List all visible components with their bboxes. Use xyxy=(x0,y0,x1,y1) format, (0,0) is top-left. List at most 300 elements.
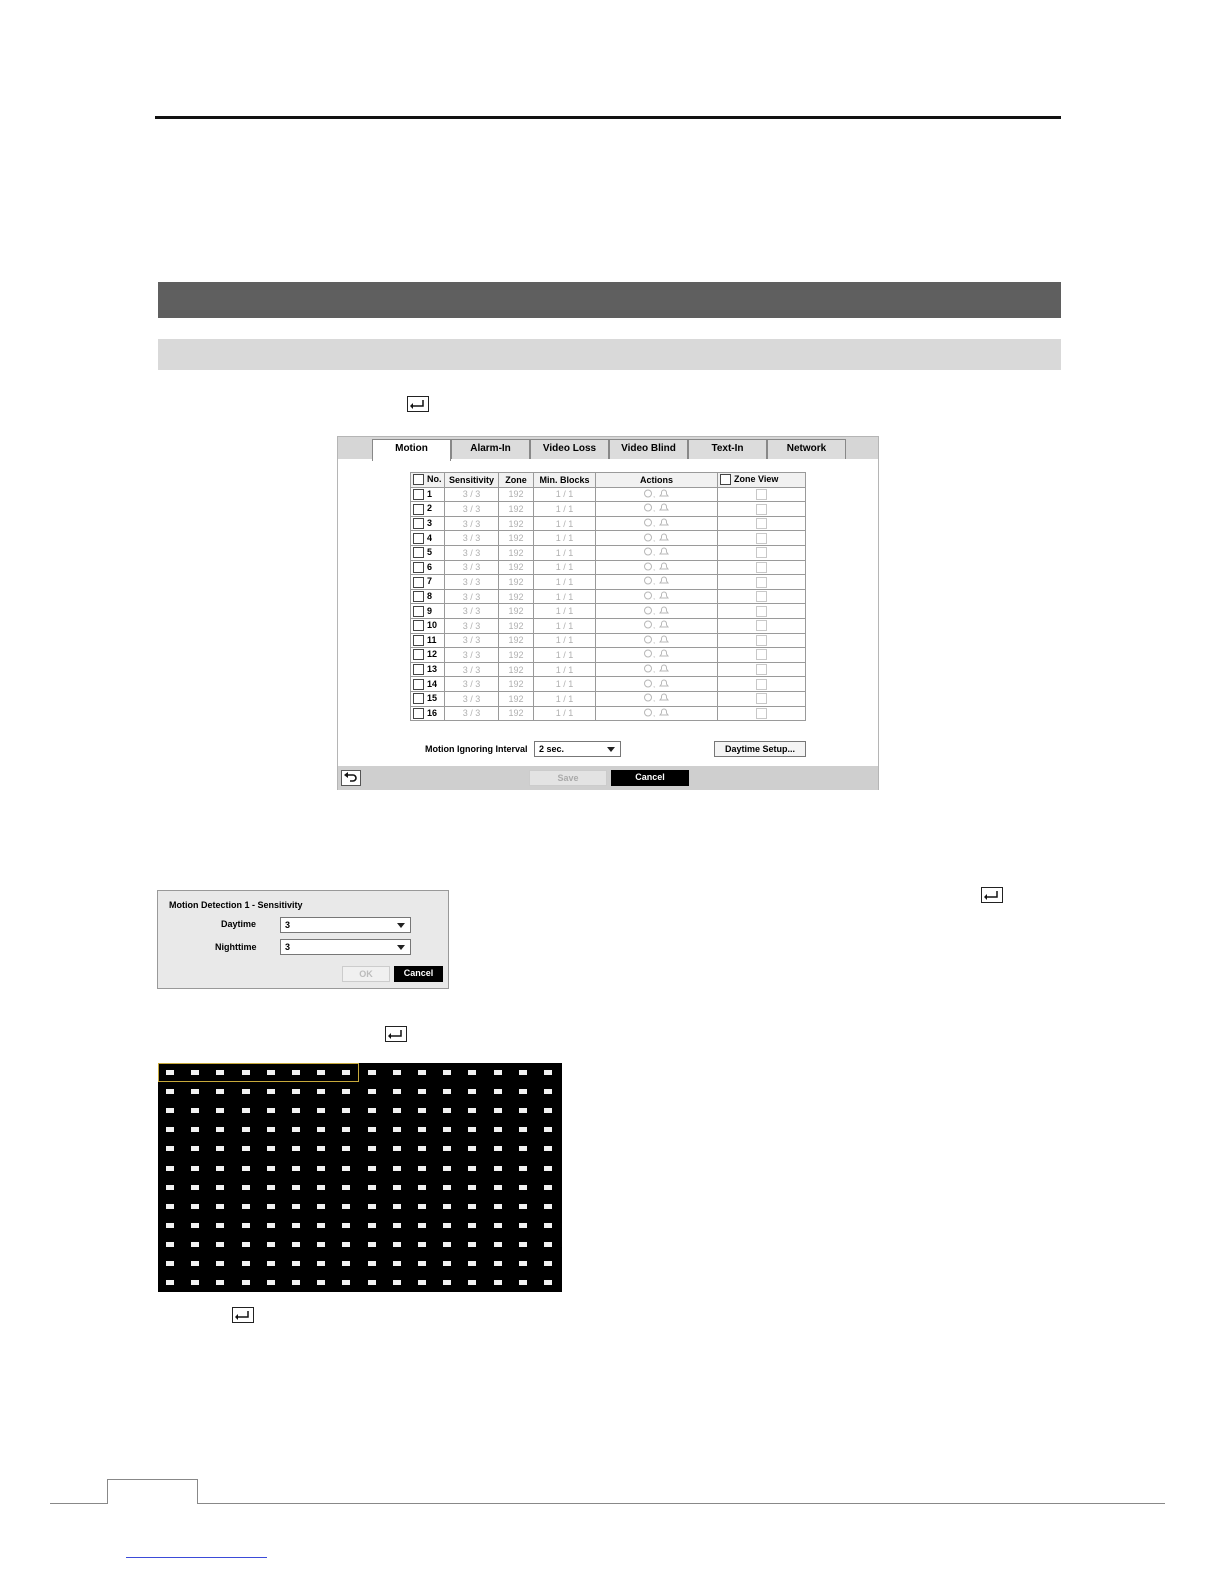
zone-block[interactable] xyxy=(494,1108,502,1113)
zone-block[interactable] xyxy=(393,1185,401,1190)
actions-cell[interactable] xyxy=(596,677,718,692)
zone-cell[interactable]: 192 xyxy=(499,633,534,648)
min-blocks-cell[interactable]: 1 / 1 xyxy=(534,618,596,633)
table-row[interactable] xyxy=(411,633,806,648)
row-checkbox[interactable] xyxy=(413,664,424,675)
table-row[interactable] xyxy=(411,691,806,706)
zone-block[interactable] xyxy=(418,1185,426,1190)
zone-block[interactable] xyxy=(216,1242,224,1247)
row-checkbox[interactable] xyxy=(413,489,424,500)
zone-block[interactable] xyxy=(418,1070,426,1075)
zone-block[interactable] xyxy=(494,1261,502,1266)
zone-block[interactable] xyxy=(292,1070,300,1075)
zone-view-checkbox[interactable] xyxy=(756,635,767,646)
zone-block[interactable] xyxy=(418,1223,426,1228)
zone-block[interactable] xyxy=(393,1070,401,1075)
zone-block[interactable] xyxy=(191,1223,199,1228)
zone-block[interactable] xyxy=(519,1108,527,1113)
zone-block[interactable] xyxy=(418,1146,426,1151)
zone-block[interactable] xyxy=(317,1185,325,1190)
zone-view-checkbox[interactable] xyxy=(756,547,767,558)
sensitivity-cell[interactable]: 3 / 3 xyxy=(445,633,499,648)
table-row[interactable] xyxy=(411,560,806,575)
tab-video-blind[interactable]: Video Blind xyxy=(609,439,688,459)
zone-block[interactable] xyxy=(242,1280,250,1285)
zone-view-checkbox[interactable] xyxy=(756,591,767,602)
zone-cell[interactable]: 192 xyxy=(499,502,534,517)
zone-block[interactable] xyxy=(544,1204,552,1209)
min-blocks-cell[interactable]: 1 / 1 xyxy=(534,589,596,604)
zone-block[interactable] xyxy=(191,1242,199,1247)
zone-cell[interactable]: 192 xyxy=(499,662,534,677)
zone-block[interactable] xyxy=(368,1146,376,1151)
zone-block[interactable] xyxy=(393,1089,401,1094)
min-blocks-cell[interactable]: 1 / 1 xyxy=(534,531,596,546)
sensitivity-cell[interactable]: 3 / 3 xyxy=(445,502,499,517)
zone-view-checkbox[interactable] xyxy=(756,606,767,617)
back-button[interactable] xyxy=(341,770,361,786)
zone-block[interactable] xyxy=(242,1108,250,1113)
tab-video-loss[interactable]: Video Loss xyxy=(530,439,609,459)
sensitivity-cell[interactable]: 3 / 3 xyxy=(445,618,499,633)
zone-block[interactable] xyxy=(443,1070,451,1075)
zone-block[interactable] xyxy=(494,1089,502,1094)
row-checkbox[interactable] xyxy=(413,591,424,602)
zone-block[interactable] xyxy=(267,1242,275,1247)
zone-cell[interactable]: 192 xyxy=(499,604,534,619)
zone-block[interactable] xyxy=(317,1108,325,1113)
zone-block[interactable] xyxy=(494,1223,502,1228)
zone-block[interactable] xyxy=(342,1280,350,1285)
table-row[interactable] xyxy=(411,545,806,560)
zone-block[interactable] xyxy=(468,1127,476,1132)
zone-block[interactable] xyxy=(317,1070,325,1075)
zone-block[interactable] xyxy=(191,1166,199,1171)
zone-cell[interactable]: 192 xyxy=(499,618,534,633)
zone-block[interactable] xyxy=(267,1089,275,1094)
zone-block[interactable] xyxy=(368,1070,376,1075)
row-checkbox[interactable] xyxy=(413,577,424,588)
zone-block[interactable] xyxy=(443,1261,451,1266)
table-row[interactable] xyxy=(411,502,806,517)
zone-block[interactable] xyxy=(166,1070,174,1075)
zone-block[interactable] xyxy=(544,1261,552,1266)
zone-block[interactable] xyxy=(418,1204,426,1209)
zone-view-checkbox[interactable] xyxy=(756,679,767,690)
zone-block[interactable] xyxy=(368,1261,376,1266)
zone-block[interactable] xyxy=(166,1089,174,1094)
min-blocks-cell[interactable]: 1 / 1 xyxy=(534,604,596,619)
zone-block[interactable] xyxy=(494,1185,502,1190)
min-blocks-cell[interactable]: 1 / 1 xyxy=(534,691,596,706)
zone-block[interactable] xyxy=(468,1089,476,1094)
sensitivity-cell[interactable]: 3 / 3 xyxy=(445,575,499,590)
zone-cell[interactable]: 192 xyxy=(499,487,534,502)
zone-block[interactable] xyxy=(519,1242,527,1247)
zone-block[interactable] xyxy=(216,1089,224,1094)
zone-block[interactable] xyxy=(393,1146,401,1151)
zone-block[interactable] xyxy=(166,1108,174,1113)
zone-block[interactable] xyxy=(317,1146,325,1151)
row-checkbox[interactable] xyxy=(413,562,424,573)
zone-block[interactable] xyxy=(342,1127,350,1132)
zone-block[interactable] xyxy=(494,1127,502,1132)
zone-cell[interactable]: 192 xyxy=(499,706,534,721)
table-row[interactable] xyxy=(411,618,806,633)
zone-block[interactable] xyxy=(166,1185,174,1190)
zone-block[interactable] xyxy=(494,1204,502,1209)
zone-block[interactable] xyxy=(242,1070,250,1075)
min-blocks-cell[interactable]: 1 / 1 xyxy=(534,706,596,721)
zone-block[interactable] xyxy=(292,1185,300,1190)
table-row[interactable] xyxy=(411,677,806,692)
zone-block[interactable] xyxy=(494,1070,502,1075)
zone-block[interactable] xyxy=(342,1070,350,1075)
zone-block[interactable] xyxy=(216,1166,224,1171)
zone-block[interactable] xyxy=(393,1108,401,1113)
tab-motion[interactable]: Motion xyxy=(372,439,451,461)
actions-cell[interactable] xyxy=(596,618,718,633)
zone-block[interactable] xyxy=(368,1089,376,1094)
actions-cell[interactable] xyxy=(596,545,718,560)
actions-cell[interactable] xyxy=(596,648,718,663)
min-blocks-cell[interactable]: 1 / 1 xyxy=(534,633,596,648)
row-checkbox[interactable] xyxy=(413,518,424,529)
zone-block[interactable] xyxy=(317,1223,325,1228)
zone-block[interactable] xyxy=(216,1185,224,1190)
actions-cell[interactable] xyxy=(596,662,718,677)
zone-block[interactable] xyxy=(544,1166,552,1171)
zone-block[interactable] xyxy=(267,1146,275,1151)
zone-block[interactable] xyxy=(267,1166,275,1171)
zone-block[interactable] xyxy=(166,1242,174,1247)
zone-block[interactable] xyxy=(317,1089,325,1094)
zone-block[interactable] xyxy=(368,1127,376,1132)
zone-block[interactable] xyxy=(544,1146,552,1151)
zone-cell[interactable]: 192 xyxy=(499,677,534,692)
actions-cell[interactable] xyxy=(596,502,718,517)
zone-block[interactable] xyxy=(292,1261,300,1266)
tab-text-in[interactable]: Text-In xyxy=(688,439,767,459)
zone-block[interactable] xyxy=(544,1280,552,1285)
zone-block[interactable] xyxy=(292,1089,300,1094)
zone-block[interactable] xyxy=(468,1146,476,1151)
min-blocks-cell[interactable]: 1 / 1 xyxy=(534,560,596,575)
sensitivity-cell[interactable]: 3 / 3 xyxy=(445,662,499,677)
motion-zone-grid[interactable] xyxy=(158,1063,562,1292)
zone-block[interactable] xyxy=(544,1070,552,1075)
zone-block[interactable] xyxy=(166,1280,174,1285)
row-checkbox[interactable] xyxy=(413,679,424,690)
zone-view-checkbox[interactable] xyxy=(756,577,767,588)
sensitivity-cell[interactable]: 3 / 3 xyxy=(445,516,499,531)
zone-block[interactable] xyxy=(292,1166,300,1171)
zone-block[interactable] xyxy=(418,1089,426,1094)
sensitivity-cell[interactable]: 3 / 3 xyxy=(445,589,499,604)
zone-block[interactable] xyxy=(216,1070,224,1075)
table-row[interactable] xyxy=(411,589,806,604)
zone-block[interactable] xyxy=(317,1242,325,1247)
zone-block[interactable] xyxy=(443,1127,451,1132)
zone-block[interactable] xyxy=(317,1127,325,1132)
zone-block[interactable] xyxy=(267,1280,275,1285)
table-row[interactable] xyxy=(411,575,806,590)
table-row[interactable] xyxy=(411,531,806,546)
zone-view-checkbox[interactable] xyxy=(756,518,767,529)
row-checkbox[interactable] xyxy=(413,620,424,631)
zone-block[interactable] xyxy=(393,1280,401,1285)
zone-block[interactable] xyxy=(191,1261,199,1266)
zone-block[interactable] xyxy=(191,1146,199,1151)
zone-block[interactable] xyxy=(342,1185,350,1190)
zone-block[interactable] xyxy=(443,1204,451,1209)
sensitivity-cell[interactable]: 3 / 3 xyxy=(445,604,499,619)
zone-block[interactable] xyxy=(216,1146,224,1151)
zone-block[interactable] xyxy=(368,1185,376,1190)
zone-block[interactable] xyxy=(544,1108,552,1113)
zone-block[interactable] xyxy=(292,1204,300,1209)
zone-view-checkbox[interactable] xyxy=(756,504,767,515)
zone-block[interactable] xyxy=(519,1146,527,1151)
tab-network[interactable]: Network xyxy=(767,439,846,459)
zone-block[interactable] xyxy=(418,1127,426,1132)
zone-cell[interactable]: 192 xyxy=(499,545,534,560)
zone-block[interactable] xyxy=(519,1166,527,1171)
zone-block[interactable] xyxy=(519,1280,527,1285)
zone-block[interactable] xyxy=(267,1108,275,1113)
sensitivity-cell[interactable]: 3 / 3 xyxy=(445,487,499,502)
zone-block[interactable] xyxy=(544,1223,552,1228)
zone-block[interactable] xyxy=(166,1127,174,1132)
sensitivity-cell[interactable]: 3 / 3 xyxy=(445,691,499,706)
zone-block[interactable] xyxy=(393,1242,401,1247)
actions-cell[interactable] xyxy=(596,560,718,575)
min-blocks-cell[interactable]: 1 / 1 xyxy=(534,662,596,677)
zone-view-checkbox[interactable] xyxy=(756,664,767,675)
zone-cell[interactable]: 192 xyxy=(499,648,534,663)
min-blocks-cell[interactable]: 1 / 1 xyxy=(534,502,596,517)
actions-cell[interactable] xyxy=(596,575,718,590)
zone-block[interactable] xyxy=(242,1146,250,1151)
daytime-setup-button[interactable]: Daytime Setup... xyxy=(714,741,806,757)
zone-block[interactable] xyxy=(519,1204,527,1209)
zone-block[interactable] xyxy=(443,1166,451,1171)
zone-view-checkbox[interactable] xyxy=(756,708,767,719)
tab-alarm-in[interactable]: Alarm-In xyxy=(451,439,530,459)
row-checkbox[interactable] xyxy=(413,649,424,660)
zone-block[interactable] xyxy=(292,1223,300,1228)
zone-block[interactable] xyxy=(191,1185,199,1190)
zone-block[interactable] xyxy=(544,1185,552,1190)
zone-block[interactable] xyxy=(519,1127,527,1132)
zone-block[interactable] xyxy=(191,1280,199,1285)
zone-block[interactable] xyxy=(494,1146,502,1151)
zone-block[interactable] xyxy=(191,1108,199,1113)
zone-block[interactable] xyxy=(267,1223,275,1228)
zone-block[interactable] xyxy=(292,1127,300,1132)
zone-cell[interactable]: 192 xyxy=(499,516,534,531)
zone-block[interactable] xyxy=(267,1261,275,1266)
zone-block[interactable] xyxy=(519,1089,527,1094)
actions-cell[interactable] xyxy=(596,531,718,546)
min-blocks-cell[interactable]: 1 / 1 xyxy=(534,575,596,590)
table-row[interactable] xyxy=(411,516,806,531)
daytime-select[interactable] xyxy=(280,917,411,933)
zone-block[interactable] xyxy=(242,1089,250,1094)
save-button[interactable]: Save xyxy=(529,770,607,786)
zone-view-checkbox[interactable] xyxy=(756,562,767,573)
actions-cell[interactable] xyxy=(596,487,718,502)
row-checkbox[interactable] xyxy=(413,504,424,515)
actions-cell[interactable] xyxy=(596,633,718,648)
zone-block[interactable] xyxy=(519,1223,527,1228)
zone-block[interactable] xyxy=(418,1280,426,1285)
interval-select[interactable] xyxy=(534,741,621,757)
zone-block[interactable] xyxy=(544,1242,552,1247)
zone-cell[interactable]: 192 xyxy=(499,691,534,706)
zone-block[interactable] xyxy=(368,1108,376,1113)
min-blocks-cell[interactable]: 1 / 1 xyxy=(534,677,596,692)
zone-block[interactable] xyxy=(342,1089,350,1094)
zone-view-checkbox[interactable] xyxy=(756,649,767,660)
zone-block[interactable] xyxy=(267,1185,275,1190)
zone-block[interactable] xyxy=(191,1204,199,1209)
min-blocks-cell[interactable]: 1 / 1 xyxy=(534,487,596,502)
zone-block[interactable] xyxy=(242,1127,250,1132)
min-blocks-cell[interactable]: 1 / 1 xyxy=(534,648,596,663)
zone-cell[interactable]: 192 xyxy=(499,531,534,546)
zone-block[interactable] xyxy=(242,1185,250,1190)
cancel-button[interactable]: Cancel xyxy=(611,770,689,786)
actions-cell[interactable] xyxy=(596,691,718,706)
zone-view-checkbox[interactable] xyxy=(756,489,767,500)
row-checkbox[interactable] xyxy=(413,606,424,617)
zone-block[interactable] xyxy=(393,1204,401,1209)
zone-block[interactable] xyxy=(317,1204,325,1209)
zone-block[interactable] xyxy=(216,1280,224,1285)
row-checkbox[interactable] xyxy=(413,693,424,704)
sensitivity-cell[interactable]: 3 / 3 xyxy=(445,545,499,560)
zone-view-all-checkbox[interactable] xyxy=(720,474,731,485)
zone-block[interactable] xyxy=(216,1261,224,1266)
zone-block[interactable] xyxy=(267,1127,275,1132)
zone-block[interactable] xyxy=(292,1242,300,1247)
zone-block[interactable] xyxy=(292,1280,300,1285)
zone-block[interactable] xyxy=(216,1204,224,1209)
zone-block[interactable] xyxy=(267,1070,275,1075)
zone-block[interactable] xyxy=(317,1261,325,1266)
table-row[interactable] xyxy=(411,662,806,677)
min-blocks-cell[interactable]: 1 / 1 xyxy=(534,516,596,531)
zone-block[interactable] xyxy=(393,1223,401,1228)
actions-cell[interactable] xyxy=(596,516,718,531)
table-row[interactable] xyxy=(411,604,806,619)
zone-block[interactable] xyxy=(468,1185,476,1190)
zone-block[interactable] xyxy=(242,1204,250,1209)
sensitivity-cell[interactable]: 3 / 3 xyxy=(445,531,499,546)
zone-block[interactable] xyxy=(317,1166,325,1171)
zone-block[interactable] xyxy=(544,1127,552,1132)
zone-view-checkbox[interactable] xyxy=(756,533,767,544)
zone-block[interactable] xyxy=(216,1108,224,1113)
zone-block[interactable] xyxy=(443,1146,451,1151)
zone-block[interactable] xyxy=(368,1242,376,1247)
cancel-button[interactable]: Cancel xyxy=(394,966,443,982)
zone-block[interactable] xyxy=(468,1070,476,1075)
zone-block[interactable] xyxy=(216,1223,224,1228)
zone-block[interactable] xyxy=(191,1127,199,1132)
zone-block[interactable] xyxy=(166,1261,174,1266)
zone-block[interactable] xyxy=(468,1223,476,1228)
zone-block[interactable] xyxy=(368,1166,376,1171)
zone-block[interactable] xyxy=(443,1242,451,1247)
zone-block[interactable] xyxy=(292,1146,300,1151)
row-checkbox[interactable] xyxy=(413,708,424,719)
table-row[interactable] xyxy=(411,487,806,502)
zone-block[interactable] xyxy=(418,1242,426,1247)
zone-block[interactable] xyxy=(342,1146,350,1151)
sensitivity-cell[interactable]: 3 / 3 xyxy=(445,677,499,692)
zone-block[interactable] xyxy=(443,1223,451,1228)
zone-block[interactable] xyxy=(468,1242,476,1247)
zone-cell[interactable]: 192 xyxy=(499,575,534,590)
zone-block[interactable] xyxy=(292,1108,300,1113)
sensitivity-cell[interactable]: 3 / 3 xyxy=(445,560,499,575)
select-all-checkbox[interactable] xyxy=(413,474,424,485)
zone-block[interactable] xyxy=(342,1223,350,1228)
zone-block[interactable] xyxy=(368,1280,376,1285)
zone-block[interactable] xyxy=(267,1204,275,1209)
zone-block[interactable] xyxy=(468,1166,476,1171)
zone-block[interactable] xyxy=(166,1146,174,1151)
zone-block[interactable] xyxy=(393,1261,401,1266)
zone-view-checkbox[interactable] xyxy=(756,693,767,704)
zone-block[interactable] xyxy=(393,1166,401,1171)
zone-block[interactable] xyxy=(468,1204,476,1209)
zone-block[interactable] xyxy=(191,1070,199,1075)
zone-block[interactable] xyxy=(544,1089,552,1094)
zone-block[interactable] xyxy=(317,1280,325,1285)
table-row[interactable] xyxy=(411,706,806,721)
zone-block[interactable] xyxy=(342,1204,350,1209)
zone-block[interactable] xyxy=(242,1242,250,1247)
row-checkbox[interactable] xyxy=(413,547,424,558)
zone-block[interactable] xyxy=(242,1223,250,1228)
sensitivity-cell[interactable]: 3 / 3 xyxy=(445,706,499,721)
zone-block[interactable] xyxy=(443,1280,451,1285)
zone-block[interactable] xyxy=(342,1261,350,1266)
zone-block[interactable] xyxy=(468,1261,476,1266)
zone-block[interactable] xyxy=(418,1166,426,1171)
zone-block[interactable] xyxy=(242,1261,250,1266)
zone-block[interactable] xyxy=(393,1127,401,1132)
zone-view-checkbox[interactable] xyxy=(756,620,767,631)
zone-block[interactable] xyxy=(216,1127,224,1132)
row-checkbox[interactable] xyxy=(413,635,424,646)
zone-block[interactable] xyxy=(468,1108,476,1113)
zone-block[interactable] xyxy=(468,1280,476,1285)
zone-block[interactable] xyxy=(342,1108,350,1113)
zone-block[interactable] xyxy=(368,1223,376,1228)
min-blocks-cell[interactable]: 1 / 1 xyxy=(534,545,596,560)
zone-block[interactable] xyxy=(519,1070,527,1075)
zone-block[interactable] xyxy=(166,1223,174,1228)
actions-cell[interactable] xyxy=(596,604,718,619)
nighttime-select[interactable] xyxy=(280,939,411,955)
zone-block[interactable] xyxy=(418,1108,426,1113)
zone-block[interactable] xyxy=(519,1185,527,1190)
zone-block[interactable] xyxy=(494,1166,502,1171)
